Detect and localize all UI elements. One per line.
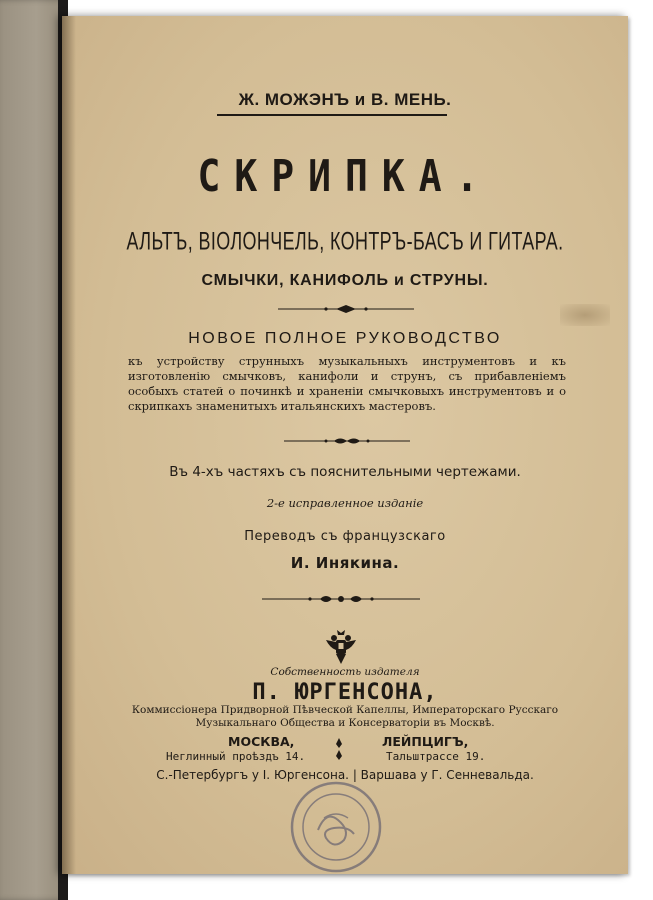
guide-description: къ устройству струнныхъ музыкальныхъ инструментовъ и къ изготовленію смычковъ, канифоли и струнъ, съ прибавленіемъ особыхъ статей о починкѣ и храненіи смычковыхъ инструментовъ и о скрипкахъ знаменитыхъ итальянскихъ мастеровъ. xyxy=(128,354,566,413)
translation-note: Переводъ съ французскаго xyxy=(244,529,446,544)
book-title: СКРИПКА. xyxy=(197,150,493,202)
authors: Ж. МОЖЭНЪ и В. МЕНЬ. xyxy=(238,90,452,109)
city-leipzig: ЛЕЙПЦИГЪ, xyxy=(382,734,469,749)
separator-flourish-icon xyxy=(334,736,344,762)
edition-note: 2-е исправленное изданіе xyxy=(266,496,424,510)
subtitle-accessories: СМЫЧКИ, КАНИФОЛЬ и СТРУНЫ. xyxy=(201,272,489,289)
branch-offices: С.-Петербургъ у І. Юргенсона. | Варшава у Г. Сенневальда. xyxy=(156,768,534,782)
subtitle-instruments: АЛЬТЪ, ВІОЛОНЧЕЛЬ, КОНТРЪ-БАСЪ И ГИТАРА. xyxy=(126,226,564,255)
ornament-divider-icon xyxy=(276,304,416,314)
library-stamp-icon xyxy=(288,780,384,874)
address-leipzig: Тальштрассе 19. xyxy=(386,750,486,763)
publisher-name: П. ЮРГЕНСОНА, xyxy=(252,680,438,705)
city-moscow: МОСКВА, xyxy=(228,734,295,749)
address-moscow: Неглинный проѣздъ 14. xyxy=(166,750,306,763)
title-page xyxy=(62,16,628,874)
authors-underline xyxy=(217,114,447,116)
translator-name: И. Инякина. xyxy=(290,554,400,572)
publisher-titles: Коммиссіонера Придворной Пѣвческой Капеллы, Императорскаго Русскаго Музыкальнаго Общества и Консерваторіи въ Москвѣ. xyxy=(131,704,559,729)
parts-note: Въ 4-хъ частяхъ съ пояснительными чертежами. xyxy=(169,464,521,480)
flyleaf xyxy=(0,0,66,900)
double-headed-eagle-icon xyxy=(324,628,358,666)
ornament-flourish-icon xyxy=(260,592,422,606)
property-note: Собственность издателя xyxy=(270,666,420,678)
ornament-divider-icon xyxy=(282,436,412,446)
guide-heading: НОВОЕ ПОЛНОЕ РУКОВОДСТВО xyxy=(188,330,502,347)
paper-stain xyxy=(560,304,610,326)
